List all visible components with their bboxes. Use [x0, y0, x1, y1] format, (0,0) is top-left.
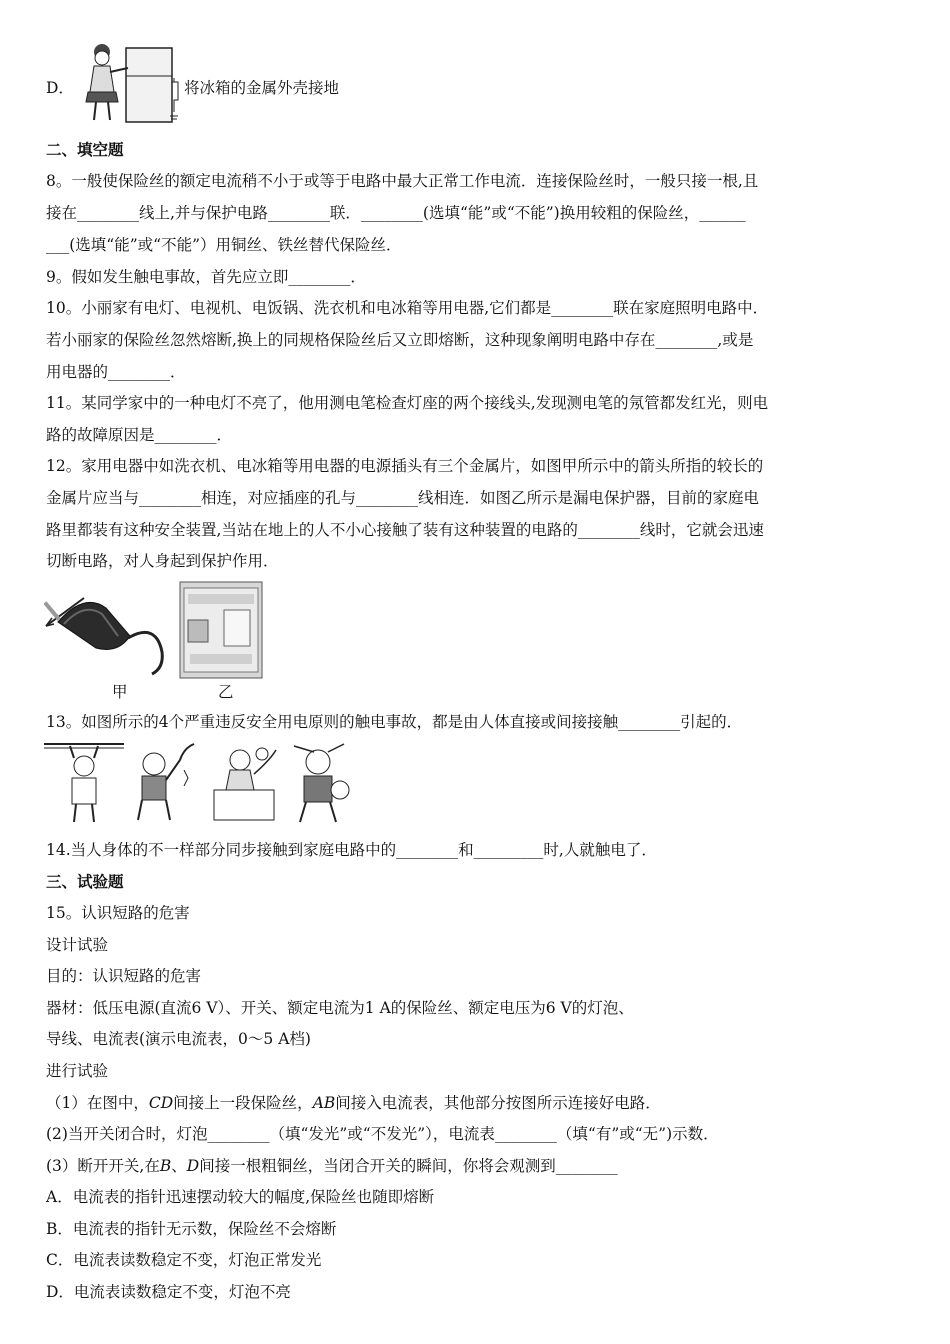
caption-yi: 乙	[218, 683, 234, 701]
q15-option-b: B．电流表的指针无示数，保险丝不会熔断	[46, 1220, 337, 1238]
label-b: B	[159, 1157, 172, 1175]
q15-proceed: 进行试验	[46, 1062, 109, 1080]
q13-text: 13。如图所示的4个严重违反安全用电原则的触电事故，都是由人体直接或间接接触________引起的．	[46, 713, 743, 731]
section-fill-in: 二、填空题	[46, 141, 124, 159]
q10-line-1: 10。小丽家有电灯、电视机、电饭锅、洗衣机和电冰箱等用电器,它们都是________联在家庭照明电路中．	[46, 299, 769, 317]
leakage-protector-figure	[178, 580, 264, 680]
caption-jia: 甲	[112, 683, 128, 701]
q9-text: 9。假如发生触电事故，首先应立即________．	[46, 268, 366, 286]
q15-design: 设计试验	[46, 936, 109, 954]
q12-line-1: 12。家用电器中如洗衣机、电冰箱等用电器的电源插头有三个金属片，如图甲所示中的箭头所指的较长的	[46, 457, 764, 475]
q8-line-1: 8。一般使保险丝的额定电流稍不小于或等于电路中最大正常工作电流．连接保险丝时，一般只接一根,且	[46, 172, 759, 190]
section-experiment: 三、试验题	[46, 873, 124, 891]
electric-accident-figures	[44, 740, 354, 826]
q11-line-2: 路的故障原因是________．	[46, 426, 233, 444]
q15-equipment-2: 导线、电流表(演示电流表，0～5 A档)	[46, 1030, 311, 1048]
q8-line-2: 接在________线上,并与保护电路________联．________(选填“能”或“不能”)换用较粗的保险丝，______	[46, 204, 746, 222]
plug-figure	[44, 582, 174, 678]
accident-2	[138, 744, 194, 820]
label-d: D	[186, 1157, 200, 1175]
label-ab: AB	[312, 1094, 336, 1112]
q15-step-2: (2)当开关闭合时，灯泡________（填“发光”或“不发光”），电流表________（填“有”或“无”)示数．	[46, 1125, 719, 1143]
option-d-label: D．	[46, 79, 74, 97]
q15-step-1: （1）在图中，CD间接上一段保险丝，AB间接入电流表，其他部分按图所示连接好电路．	[46, 1094, 661, 1112]
q12-line-2: 金属片应当与________相连，对应插座的孔与________线相连．如图乙所示是漏电保护器，目前的家庭电	[46, 489, 760, 507]
q15-title: 15。认识短路的危害	[46, 904, 190, 922]
q11-line-1: 11。某同学家中的一种电灯不亮了，他用测电笔检查灯座的两个接线头,发现测电笔的氖管都发红光，则电	[46, 394, 769, 412]
accident-1	[44, 744, 124, 822]
q12-line-3: 路里都装有这种安全装置,当站在地上的人不小心接触了装有这种装置的电路的________线时，它就会迅速	[46, 521, 764, 539]
accident-3	[214, 748, 276, 820]
q10-line-2: 若小丽家的保险丝忽然熔断,换上的同规格保险丝后又立即熔断，这种现象阐明电路中存在________,或是	[46, 331, 754, 349]
q15-option-a: A．电流表的指针迅速摆动较大的幅度,保险丝也随即熔断	[46, 1188, 435, 1206]
q15-step-3: (3）断开开关,在B、D间接一根粗铜丝，当闭合开关的瞬间，你将会观测到________	[46, 1157, 618, 1175]
accident-4	[294, 744, 349, 822]
q10-line-3: 用电器的________．	[46, 363, 186, 381]
q8-line-3: ___(选填“能”或“不能”）用铜丝、铁丝替代保险丝．	[46, 236, 402, 254]
q14-text: 14.当人身体的不一样部分同步接触到家庭电路中的________和_________时,人就触电了．	[46, 841, 657, 859]
q15-option-d: D．电流表读数稳定不变，灯泡不亮	[46, 1283, 291, 1301]
q15-option-c: C．电流表读数稳定不变，灯泡正常发光	[46, 1251, 322, 1269]
option-d-text: 将冰箱的金属外壳接地	[184, 79, 340, 97]
label-cd: CD	[148, 1094, 174, 1112]
q12-line-4: 切断电路，对人身起到保护作用．	[46, 552, 279, 570]
fridge-grounding-figure	[74, 42, 184, 124]
q15-equipment-1: 器材：低压电源(直流6 V）、开关、额定电流为1 A的保险丝、额定电压为6 V的灯泡、	[46, 999, 634, 1017]
q15-purpose: 目的：认识短路的危害	[46, 967, 202, 985]
